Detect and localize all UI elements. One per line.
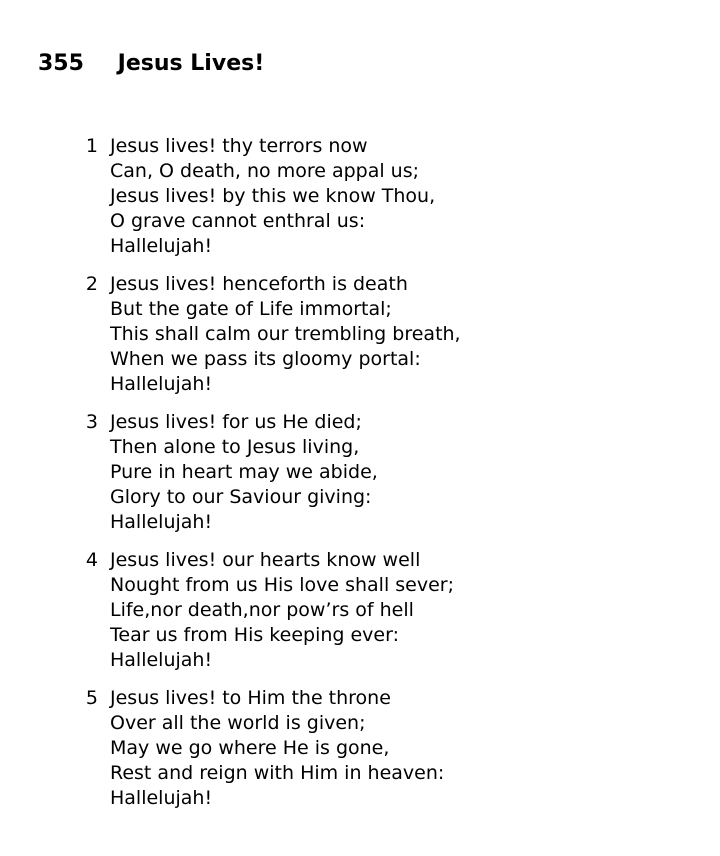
verse-lines [110, 134, 680, 259]
verses-list [80, 134, 680, 824]
verse-line: Hallelujah! [110, 511, 213, 533]
verse-line: Jesus lives! henceforth is death [110, 273, 408, 295]
verse [80, 686, 680, 811]
verse-line: Hallelujah! [110, 373, 213, 395]
verse-line: Rest and reign with Him in heaven: [110, 762, 445, 784]
verse-number: 3 [85, 411, 98, 433]
verse-lines [110, 548, 680, 673]
verse-line: Over all the world is given; [110, 712, 366, 734]
hymn-header [38, 50, 264, 78]
verse [80, 272, 680, 397]
verse-line: But the gate of Life immortal; [110, 298, 392, 320]
verse-number: 1 [85, 135, 98, 157]
verse-line: Jesus lives! to Him the throne [110, 687, 391, 709]
verse [80, 548, 680, 673]
verse-line: Life,nor death,nor pow’rs of hell [110, 599, 414, 621]
verse-line: Jesus lives! thy terrors now [110, 135, 368, 157]
verse-line: May we go where He is gone, [110, 737, 390, 759]
verse-lines [110, 410, 680, 535]
verse-line: Jesus lives! our hearts know well [110, 549, 421, 571]
verse-line: Hallelujah! [110, 649, 213, 671]
verse-line: Tear us from His keeping ever: [110, 624, 399, 646]
verse-number: 4 [85, 549, 98, 571]
verse [80, 410, 680, 535]
verse-line: Hallelujah! [110, 787, 213, 809]
hymn-number: 355 [38, 51, 84, 76]
verse-line: Glory to our Saviour giving: [110, 486, 372, 508]
verse-line: When we pass its gloomy portal: [110, 348, 421, 370]
verse-line: Jesus lives! for us He died; [110, 411, 362, 433]
verse-line: Hallelujah! [110, 235, 213, 257]
verse-line: Nought from us His love shall sever; [110, 574, 455, 596]
verse-line: O grave cannot enthral us: [110, 210, 366, 232]
verse-line: Pure in heart may we abide, [110, 461, 378, 483]
verse-lines [110, 686, 680, 811]
verse [80, 134, 680, 259]
verse-line: Can, O death, no more appal us; [110, 160, 420, 182]
verse-number: 5 [85, 687, 98, 709]
hymn-title: Jesus Lives! [117, 51, 265, 76]
verse-line: Jesus lives! by this we know Thou, [110, 185, 436, 207]
verse-number: 2 [85, 273, 98, 295]
verse-line: This shall calm our trembling breath, [110, 323, 461, 345]
verse-lines [110, 272, 680, 397]
verse-line: Then alone to Jesus living, [110, 436, 360, 458]
